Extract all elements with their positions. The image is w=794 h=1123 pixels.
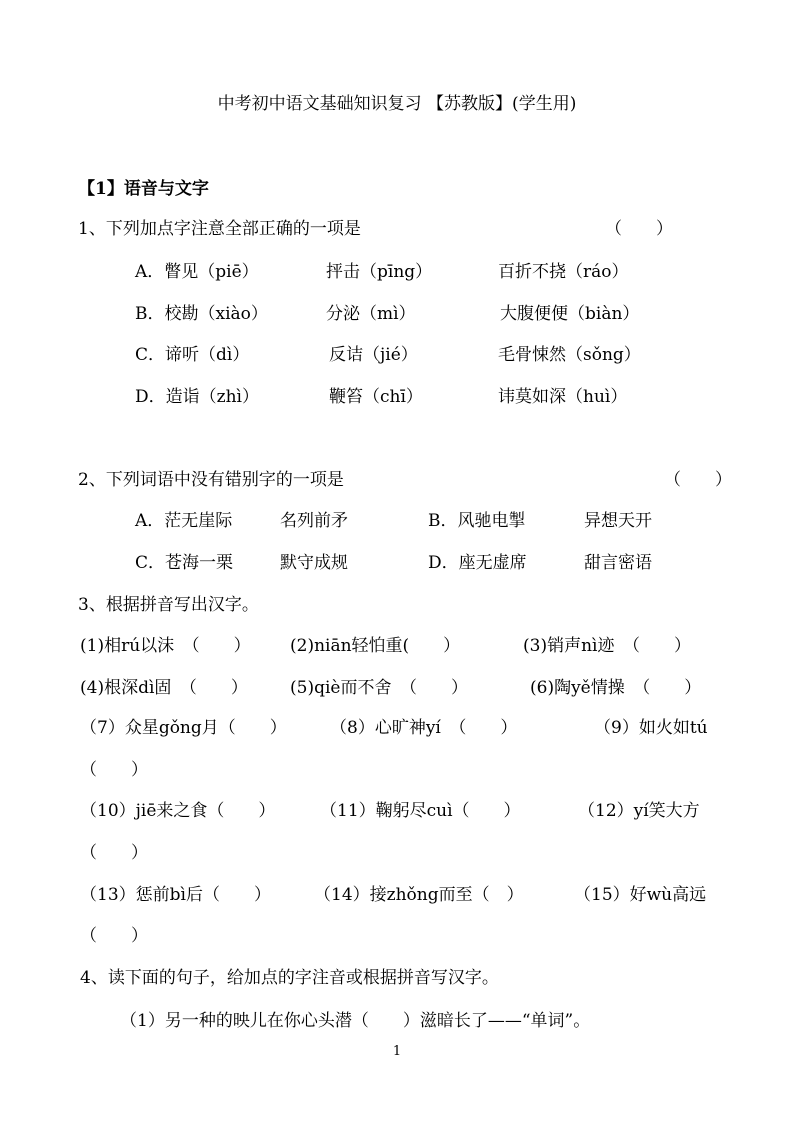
q1-option-b: B．校勘（xiào） <box>135 304 268 324</box>
q3-item-11: （11）鞠躬尽cuì（ ） <box>320 801 521 821</box>
question-1-answer-bracket: （ ） <box>605 219 673 239</box>
q2-option-d-word2: 甜言密语 <box>584 553 652 573</box>
q3-item-7: （7）众星gǒng月（ ） <box>80 718 287 738</box>
q1-option-a-word3: 百折不挠（ráo） <box>498 262 629 282</box>
q3-item-4: (4)根深dì固 （ ） <box>80 678 248 698</box>
q1-option-a-word2: 抨击（pīng） <box>326 262 433 282</box>
q3-item-10: （10）jiē来之食（ ） <box>80 801 276 821</box>
q3-item-5: (5)qiè而不舍 （ ） <box>290 678 468 698</box>
q1-option-d-word3: 讳莫如深（huì） <box>498 387 628 407</box>
q3-item-2: (2)niān轻怕重( ） <box>290 636 461 656</box>
q3-item-13: （13）惩前bì后（ ） <box>80 885 271 905</box>
question-4-stem: 4、读下面的句子，给加点的字注音或根据拼音写汉字。 <box>80 968 499 988</box>
q1-option-c-word3: 毛骨悚然（sǒng） <box>498 345 641 365</box>
q1-option-c: C．谛听（dì） <box>135 345 250 365</box>
q2-option-c: C．苍海一栗 <box>135 553 234 573</box>
q2-option-c-word2: 默守成规 <box>280 553 348 573</box>
q3-item-1: (1)相rú以沫 （ ） <box>80 636 251 656</box>
q1-option-b-word3: 大腹便便（biàn） <box>500 304 640 324</box>
q4-item-1: （1）另一种的映儿在你心头潜（ ）滋暗长了——“单词”。 <box>120 1011 591 1031</box>
question-3-stem: 3、根据拼音写出汉字。 <box>78 595 259 615</box>
q3-item-9-bracket: （ ） <box>80 760 148 780</box>
page-title: 中考初中语文基础知识复习 【苏教版】(学生用) <box>217 94 577 114</box>
q1-option-d: D．造诣（zhì） <box>135 387 259 407</box>
q2-option-a: A．茫无崖际 <box>135 511 233 531</box>
page-number: 1 <box>392 1044 402 1059</box>
q3-item-6: (6)陶yě情操 （ ） <box>530 678 702 698</box>
q3-item-14: （14）接zhǒng而至（ ） <box>314 885 524 905</box>
q2-option-b-word2: 异想天开 <box>584 511 652 531</box>
q1-option-d-word2: 鞭笞（chī） <box>329 387 423 407</box>
section-heading: 【1】语音与文字 <box>78 179 209 199</box>
q2-option-b: B．风驰电掣 <box>428 511 526 531</box>
q3-item-3: (3)销声nì迹 （ ） <box>523 636 691 656</box>
q3-item-12: （12）yí笑大方 <box>578 801 700 821</box>
q1-option-b-word2: 分泌（mì） <box>326 304 416 324</box>
q3-item-9: （9）如火如tú <box>594 718 708 738</box>
q3-item-12-bracket: （ ） <box>80 843 148 863</box>
q2-option-d: D．座无虚席 <box>428 553 527 573</box>
question-2-answer-bracket: （ ） <box>664 470 732 490</box>
q1-option-a: A．瞥见（piē） <box>135 262 259 282</box>
question-1-stem: 1、下列加点字注意全部正确的一项是 <box>78 219 361 239</box>
question-2-stem: 2、下列词语中没有错别字的一项是 <box>78 470 344 490</box>
q3-item-8: （8）心旷神yí （ ） <box>330 718 518 738</box>
q3-item-15-bracket: （ ） <box>80 926 148 946</box>
q3-item-15: （15）好wù高远 <box>574 885 707 905</box>
q1-option-c-word2: 反诘（jié） <box>329 345 418 365</box>
q2-option-a-word2: 名列前矛 <box>280 511 348 531</box>
